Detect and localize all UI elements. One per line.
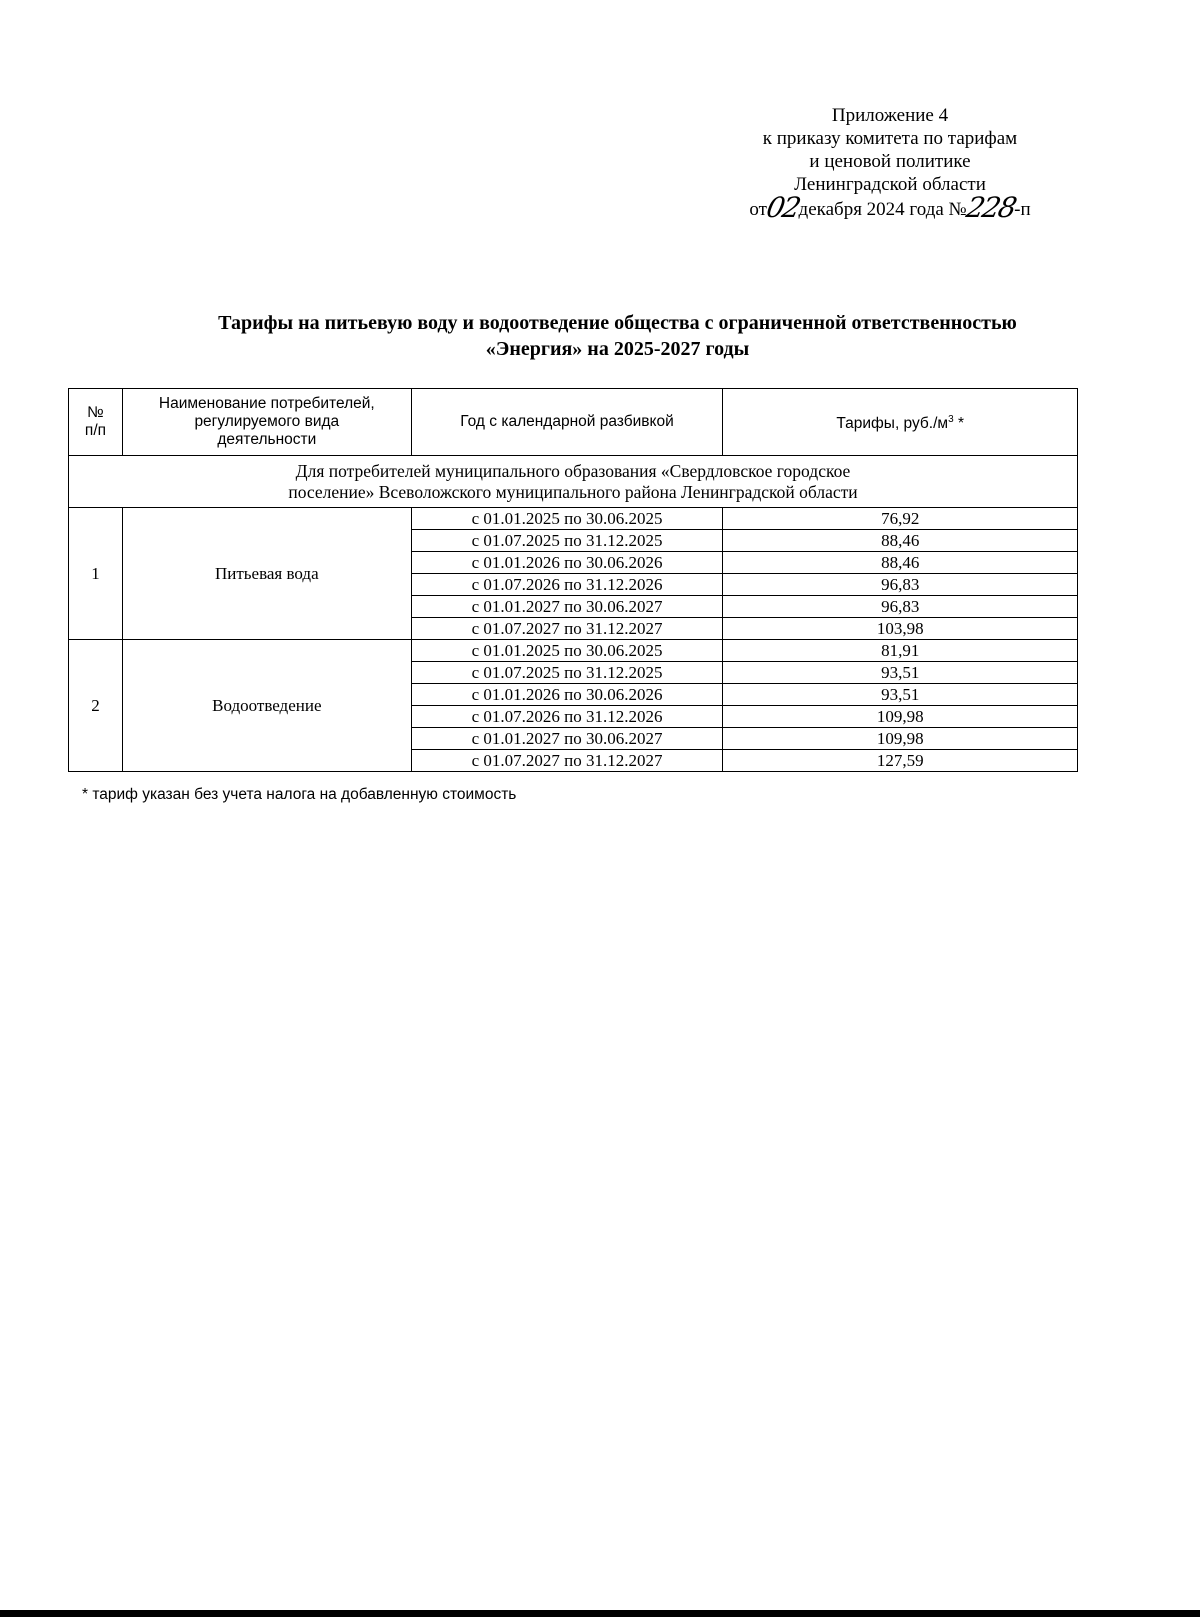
tariff-value-cell: 109,98 bbox=[723, 728, 1078, 750]
header-tariff bbox=[723, 389, 1078, 456]
header-period: Год с календарной разбивкой bbox=[411, 389, 723, 456]
period-cell: с 01.01.2027 по 30.06.2027 bbox=[411, 596, 723, 618]
number-suffix: -п bbox=[1014, 199, 1031, 220]
header-name-line-3: деятельности bbox=[217, 431, 317, 448]
period-cell: с 01.07.2027 по 31.12.2027 bbox=[411, 618, 723, 640]
document-title bbox=[100, 310, 1135, 362]
header-number-line-2: п/п bbox=[84, 422, 107, 439]
header-tariff-sup: 3 bbox=[948, 413, 954, 425]
header-number-line-1: № bbox=[87, 404, 104, 421]
section-number: 1 bbox=[69, 508, 123, 640]
tariff-value-cell: 93,51 bbox=[723, 662, 1078, 684]
header-name-line-2: регулируемого вида bbox=[194, 413, 340, 430]
period-cell: с 01.01.2025 по 30.06.2025 bbox=[411, 508, 723, 530]
table-row bbox=[69, 640, 1078, 662]
tariff-table bbox=[68, 388, 1078, 772]
section-name: Питьевая вода bbox=[122, 508, 411, 640]
tariff-value-cell: 88,46 bbox=[723, 530, 1078, 552]
tariff-value-cell: 76,92 bbox=[723, 508, 1078, 530]
tariff-value-cell: 127,59 bbox=[723, 750, 1078, 772]
footnote: * тариф указан без учета налога на добавленную стоимость bbox=[82, 786, 517, 803]
table-header-row bbox=[69, 389, 1078, 456]
tariff-value-cell: 81,91 bbox=[723, 640, 1078, 662]
date-prefix: от bbox=[749, 199, 767, 220]
group-line-1: Для потребителей муниципального образования «Свердловское городское bbox=[295, 460, 851, 481]
period-cell: с 01.07.2025 по 31.12.2025 bbox=[411, 530, 723, 552]
period-cell: с 01.07.2027 по 31.12.2027 bbox=[411, 750, 723, 772]
header-tariff-mark: * bbox=[953, 415, 964, 433]
tariff-value-cell: 96,83 bbox=[723, 574, 1078, 596]
tariff-value-cell: 109,98 bbox=[723, 706, 1078, 728]
tariff-value-cell: 93,51 bbox=[723, 684, 1078, 706]
title-line-2: «Энергия» на 2025-2027 годы bbox=[485, 338, 750, 360]
period-cell: с 01.07.2026 по 31.12.2026 bbox=[411, 574, 723, 596]
header-tariff-label: Тарифы, руб./м bbox=[836, 415, 949, 433]
period-cell: с 01.07.2026 по 31.12.2026 bbox=[411, 706, 723, 728]
header-name-line-1: Наименование потребителей, bbox=[158, 395, 375, 412]
section-name: Водоотведение bbox=[122, 640, 411, 772]
title-line-1: Тарифы на питьевую воду и водоотведение общества с ограниченной ответственностью bbox=[218, 312, 1017, 334]
appendix-region-line: Ленинградской области bbox=[794, 174, 986, 195]
consumer-group-row bbox=[69, 456, 1078, 508]
tariff-value-cell: 103,98 bbox=[723, 618, 1078, 640]
header-consumer-name bbox=[122, 389, 411, 456]
tariff-value-cell: 88,46 bbox=[723, 552, 1078, 574]
handwritten-day: 02 bbox=[763, 191, 803, 224]
period-cell: с 01.01.2025 по 30.06.2025 bbox=[411, 640, 723, 662]
appendix-block bbox=[720, 104, 1060, 224]
appendix-title: Приложение 4 bbox=[831, 105, 949, 126]
appendix-order-line: к приказу комитета по тарифам bbox=[762, 128, 1018, 149]
date-middle: декабря 2024 года № bbox=[798, 199, 967, 220]
handwritten-number: 228 bbox=[963, 191, 1018, 224]
appendix-committee-line: и ценовой политике bbox=[809, 151, 971, 172]
group-line-2: поселение» Всеволожского муниципального района Ленинградской области bbox=[288, 481, 858, 502]
tariff-value-cell: 96,83 bbox=[723, 596, 1078, 618]
table-row bbox=[69, 508, 1078, 530]
header-number bbox=[69, 389, 123, 456]
scan-edge-bar bbox=[0, 1610, 1200, 1617]
consumer-group-cell bbox=[69, 456, 1078, 508]
section-number: 2 bbox=[69, 640, 123, 772]
period-cell: с 01.01.2027 по 30.06.2027 bbox=[411, 728, 723, 750]
period-cell: с 01.01.2026 по 30.06.2026 bbox=[411, 552, 723, 574]
period-cell: с 01.07.2025 по 31.12.2025 bbox=[411, 662, 723, 684]
period-cell: с 01.01.2026 по 30.06.2026 bbox=[411, 684, 723, 706]
appendix-date-line bbox=[720, 191, 1060, 224]
